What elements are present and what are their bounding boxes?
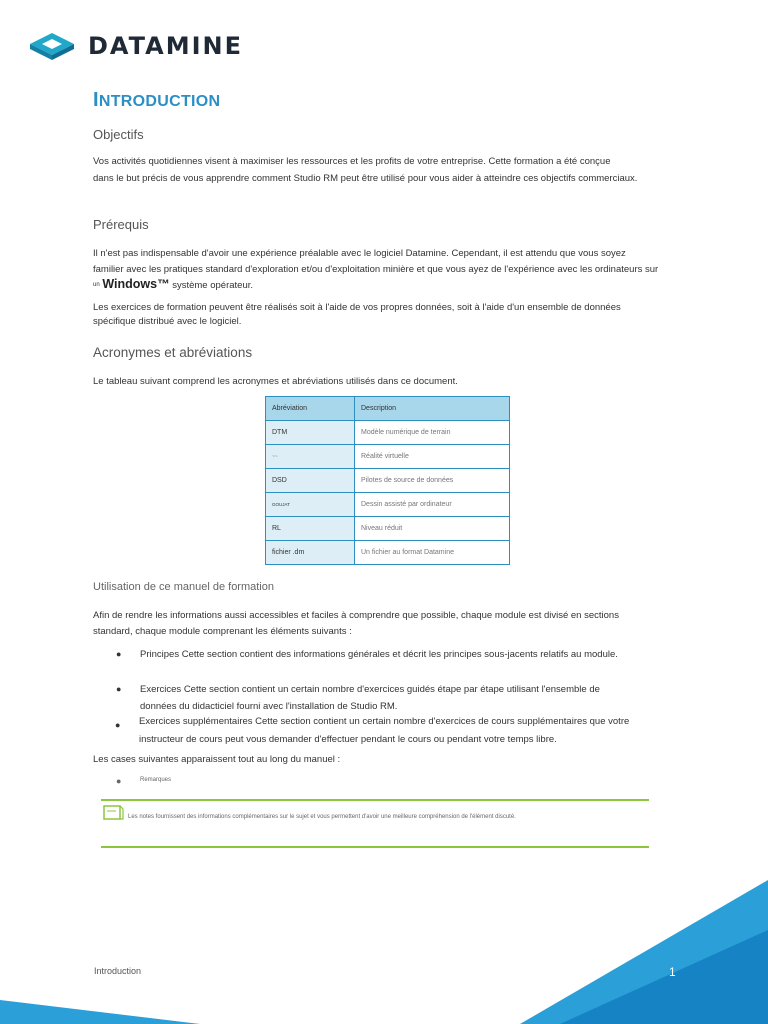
utilisation-line-1: Afin de rendre les informations aussi accessibles et faciles à comprendre que possible, chaque module est divisé en sections bbox=[93, 610, 619, 621]
abbr-cell: fichier .dm bbox=[266, 541, 355, 565]
table-row bbox=[266, 517, 510, 541]
datamine-logo-icon bbox=[28, 31, 76, 61]
cases-text: Les cases suivantes apparaissent tout au long du manuel : bbox=[93, 754, 341, 765]
note-text: Les notes fournissent des informations complémentaires sur le sujet et vous permettent d'avoir une meilleure compréhension de l'élément discuté. bbox=[128, 814, 516, 820]
section-heading-acronymes: Acronymes et abréviations bbox=[93, 345, 253, 360]
column-header-abbreviation: Abréviation bbox=[266, 397, 355, 421]
table-row bbox=[266, 541, 510, 565]
abbr-cell: ~~ bbox=[266, 445, 355, 469]
bullet-icon: ● bbox=[116, 776, 122, 786]
note-bottom-line bbox=[101, 846, 649, 848]
brand-name: DATAMINE bbox=[88, 32, 244, 60]
table-row bbox=[266, 445, 510, 469]
prerequis-para2-line-1: Les exercices de formation peuvent être réalisés soit à l'aide de vos propres données, soit à l'aide d'un ensemble de données bbox=[93, 302, 621, 313]
section-heading-prerequis: Prérequis bbox=[93, 217, 149, 232]
desc-cell: Un fichier au format Datamine bbox=[355, 541, 510, 565]
table-row bbox=[266, 469, 510, 493]
acronymes-intro: Le tableau suivant comprend les acronymes et abréviations utilisés dans ce document. bbox=[93, 376, 458, 387]
list-item-principes: ● Principes Cette section contient des informations générales et décrit les principes sous-jacents relatifs au module. bbox=[140, 646, 618, 663]
page-number: 1 bbox=[669, 965, 676, 979]
section-heading-objectifs: Objectifs bbox=[93, 127, 144, 142]
desc-cell: Réalité virtuelle bbox=[355, 445, 510, 469]
desc-cell: Niveau réduit bbox=[355, 517, 510, 541]
prerequis-line-3: $^{un}$ Windows™ système opérateur. bbox=[93, 277, 254, 291]
abbr-cell: DTM bbox=[266, 421, 355, 445]
utilisation-line-2: standard, chaque module comprenant les éléments suivants : bbox=[93, 626, 352, 637]
section-heading-utilisation: Utilisation de ce manuel de formation bbox=[93, 581, 274, 593]
table-row bbox=[266, 493, 510, 517]
brand-logo bbox=[28, 30, 243, 62]
windows-label: Windows™ bbox=[102, 277, 170, 291]
note-top-line bbox=[101, 799, 649, 801]
objectifs-line-1: Vos activités quotidiennes visent à maximiser les ressources et les profits de votre entreprise. Cette formation a été conçue bbox=[93, 156, 611, 167]
desc-cell: Modèle numérique de terrain bbox=[355, 421, 510, 445]
column-header-description: Description bbox=[355, 397, 510, 421]
acronyms-table bbox=[265, 396, 510, 565]
bullet-icon: ● bbox=[116, 684, 122, 694]
abbr-cell: RL bbox=[266, 517, 355, 541]
corner-decoration bbox=[0, 870, 768, 1024]
note-icon bbox=[103, 804, 125, 822]
abbr-cell: DSD bbox=[266, 469, 355, 493]
footer-label: Introduction bbox=[94, 966, 142, 976]
page-title: INTRODUCTION bbox=[93, 89, 221, 111]
abbr-cell: GOUJAT bbox=[266, 493, 355, 517]
prerequis-line-1: Il n'est pas indispensable d'avoir une expérience préalable avec le logiciel Datamine. Cependant, il est attendu que vous soyez bbox=[93, 248, 626, 259]
bullet-icon: ● bbox=[116, 649, 122, 659]
desc-cell: Pilotes de source de données bbox=[355, 469, 510, 493]
desc-cell: Dessin assisté par ordinateur bbox=[355, 493, 510, 517]
list-item-exercices: ● Exercices Cette section contient un certain nombre d'exercices guidés étape par étape utilisant l'ensemble de données du didacticiel fourni avec l'installation de Studio RM. bbox=[140, 681, 600, 715]
prerequis-para2-line-2: spécifique distribué avec le logiciel. bbox=[93, 316, 242, 327]
list-item-exercices-supplementaires: ● Exercices supplémentaires Cette section contient un certain nombre d'exercices de cours supplémentaires que votre instructeur de cours peut vous demander d'effectuer pendant le cours ou pendant votre temps libre. bbox=[115, 716, 630, 745]
prerequis-line-2: familier avec les pratiques standard d'exploration et/ou d'exploitation minière et que vous ayez de l'expérience avec les ordinateurs sur bbox=[93, 264, 659, 275]
table-header-row bbox=[266, 397, 510, 421]
bullet-icon: ● bbox=[115, 720, 121, 730]
table-row bbox=[266, 421, 510, 445]
list-item-remarques: ● Remarques bbox=[116, 776, 172, 786]
objectifs-line-2: dans le but précis de vous apprendre comment Studio RM peut être utilisé pour vous aider à atteindre ces objectifs commerciaux. bbox=[93, 173, 638, 184]
